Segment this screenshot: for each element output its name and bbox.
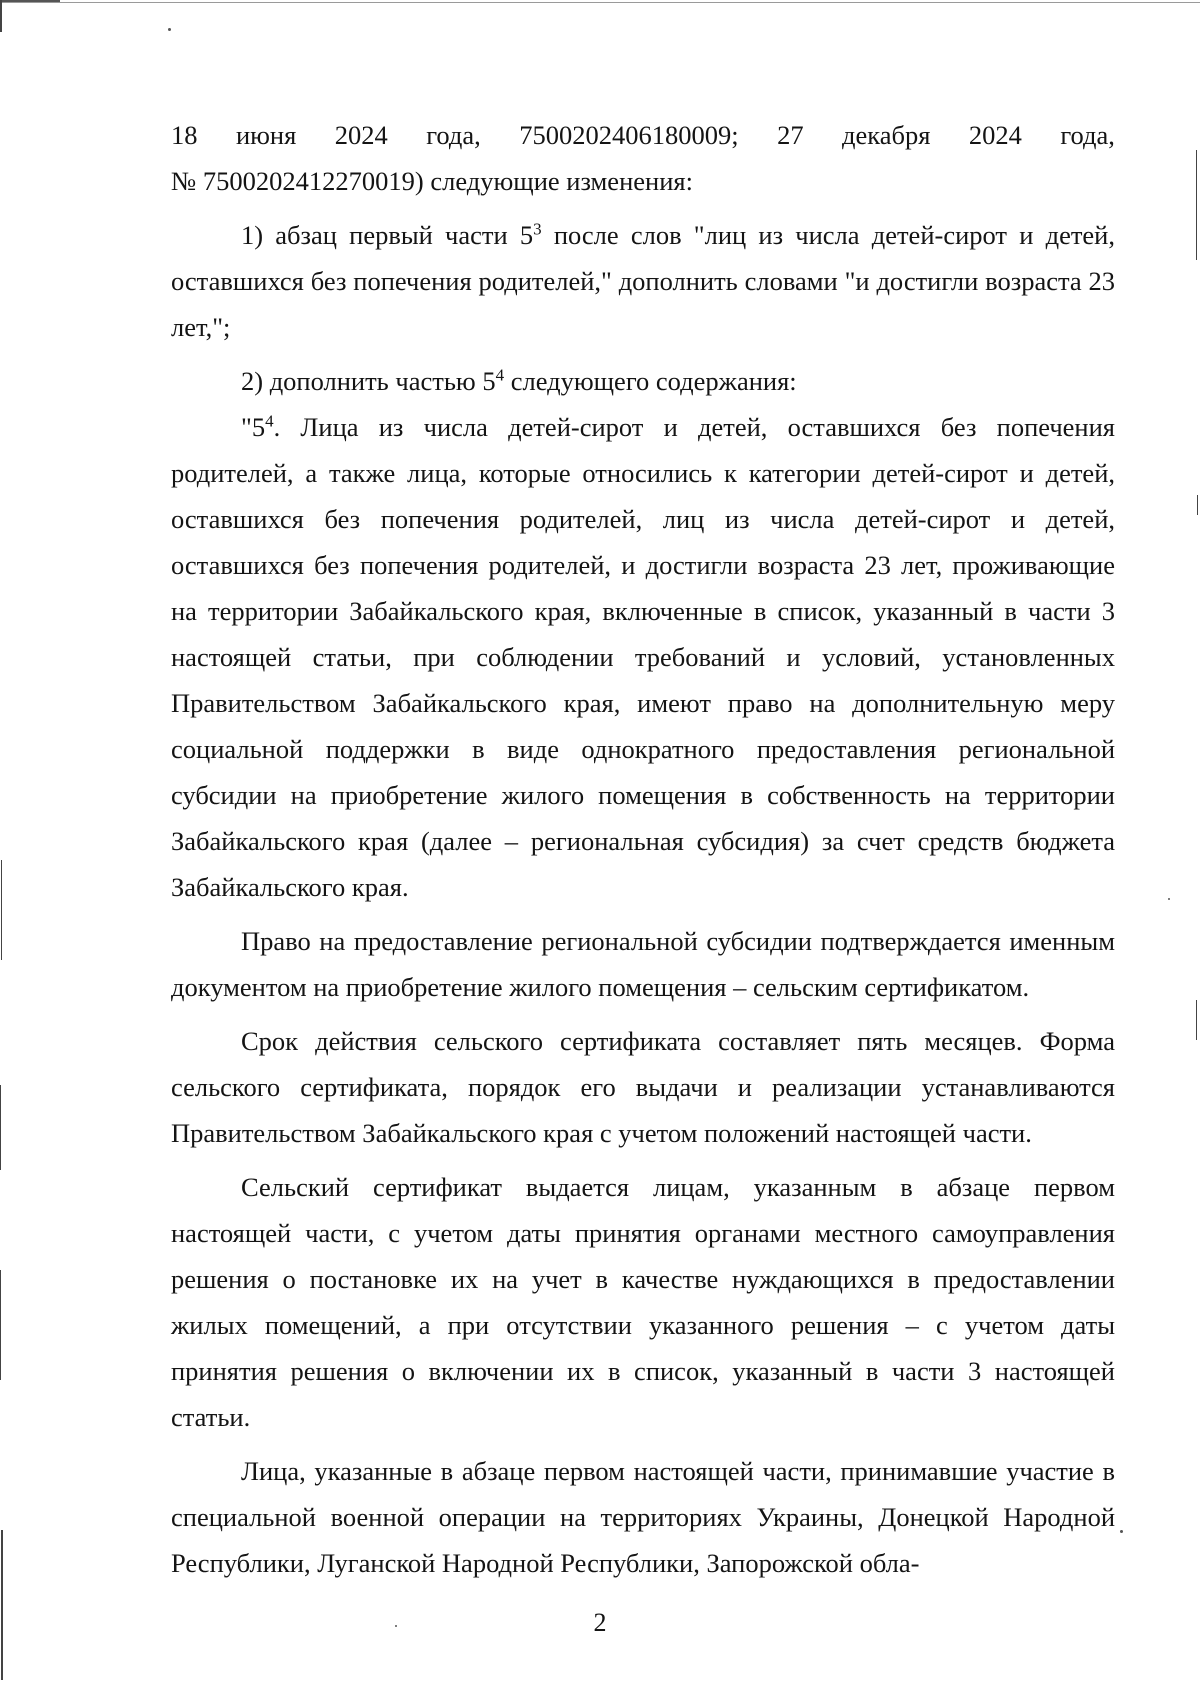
word: июня [235,120,297,150]
scan-edge-mark [0,0,60,2]
scan-edge-mark [1197,495,1198,515]
superscript: 3 [533,219,542,239]
word: 7500202406180009; [519,120,739,150]
word: 2024 [968,120,1022,150]
paragraph-svo-participants: Лица, указанные в абзаце первом настоящей части, принимавшие участие в специальной военной операции на территориях Украины, Донецкой Народной Республики, Луганской Народной Республики, Запорожской обла- [171,1456,1115,1578]
scan-edge-mark [0,1085,1,1170]
word: 2024 [334,120,388,150]
text-run: 1) абзац первый части 5 [241,220,534,250]
paragraph-part-5-4 [171,404,1115,910]
text-run: после слов "лиц из числа детей-сирот и детей, оставшихся без попечения родителей," дополнить словами "и достигли возраста 23 лет,"; [171,220,1115,342]
paragraph-continuation-line-2: № 7500202412270019) следующие изменения: [171,166,693,196]
scan-dust-dot [1168,898,1170,900]
superscript: 4 [495,365,505,385]
scan-edge-mark [0,1270,1,1380]
scan-edge-mark [1196,1000,1197,1040]
scan-dust-dot [1120,1530,1123,1533]
scan-dust-dot [168,28,171,31]
scan-edge-mark [1196,150,1197,260]
text-run: . Лица из числа детей-сирот и детей, оставшихся без попечения родителей, а также лица, которые относились к категории детей-сирот и детей, оставшихся без попечения родителей, лиц из числа детей-сирот и детей, оставшихся без попечения родителей, и достигли возраста 23 лет, проживающие на территории Забайкальского края, включенные в список, указанный в части 3 настоящей статьи, при соблюдении требований и условий, установленных Правительством Забайкальского края, имеют право на дополнительную меру социальной поддержки в виде однократного предоставления региональной субсидии на приобретение жилого помещения в собственность на территории Забайкальского края (далее – региональная субсидия) за счет средств бюджета Забайкальского края. [171,412,1115,902]
scan-edge-mark [1,860,2,960]
scan-edge-mark [0,0,2,32]
scan-edge-line [0,2,1200,3]
page-number: 2 [593,1608,607,1637]
scan-edge-mark [1,1530,3,1680]
word: года, [426,120,481,150]
word: декабря [842,120,931,150]
word: года, [1060,120,1115,150]
text-run: "5 [241,412,266,442]
paragraph-continuation-line-1 [171,112,1115,158]
superscript: 4 [265,411,274,431]
document-body [171,112,1115,1586]
paragraph-certificate-term: Срок действия сельского сертификата составляет пять месяцев. Форма сельского сертификата, порядок его выдачи и реализации устанавливаются Правительством Забайкальского края с учетом положений настоящей части. [171,1026,1115,1148]
text-run: следующего содержания: [504,366,797,396]
paragraph-certificate-issue: Сельский сертификат выдается лицам, указанным в абзаце первом настоящей части, с учетом даты принятия органами местного самоуправления решения о постановке их на учет в качестве нуждающихся в предоставлении жилых помещений, а при отсутствии указанного решения – с учетом даты принятия решения о включении их в список, указанный в части 3 настоящей статьи. [171,1172,1115,1432]
paragraph-certificate-right: Право на предоставление региональной субсидии подтверждается именным документом на приобретение жилого помещения – сельским сертификатом. [171,926,1115,1002]
word: 27 [777,120,804,150]
word: 18 [171,120,198,150]
paragraph-item-2 [171,358,1115,404]
paragraph-item-1 [171,212,1115,350]
text-run: 2) дополнить частью 5 [241,366,496,396]
